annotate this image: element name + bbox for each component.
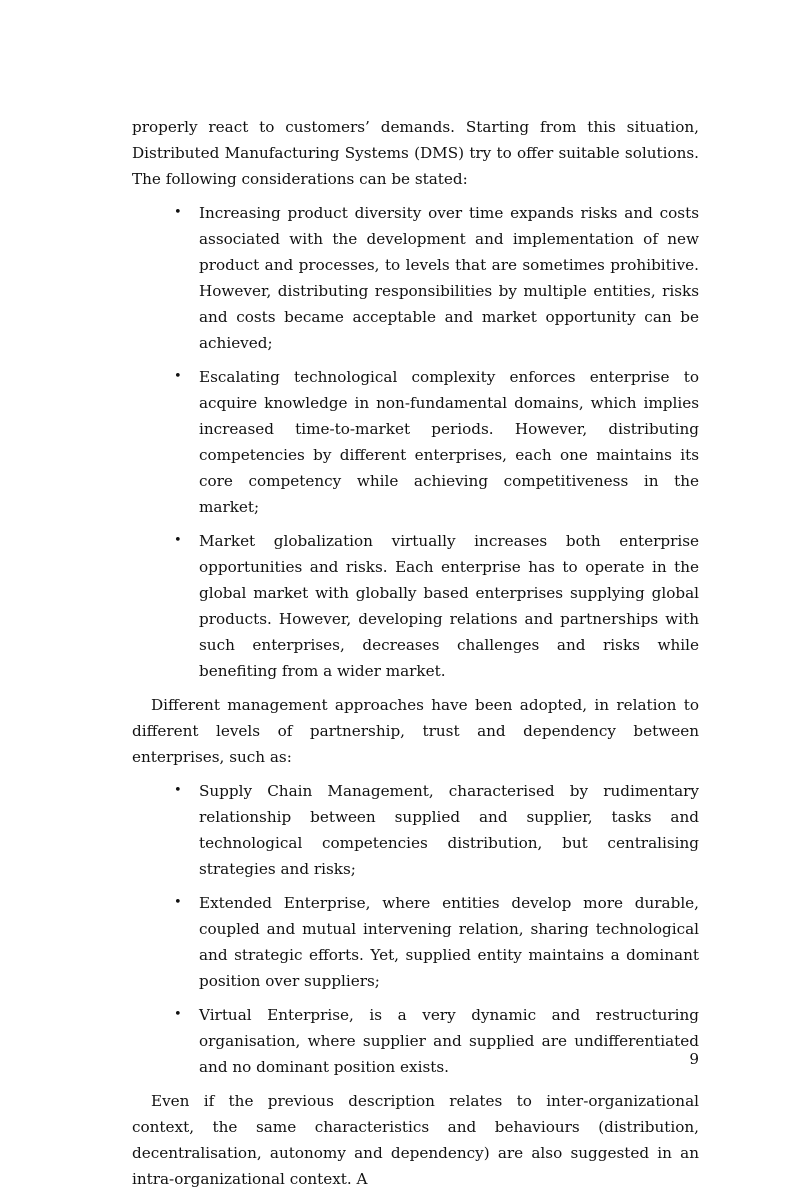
bullet-icon: • xyxy=(174,369,182,384)
list-item-text: Market globalization virtually increases both enterprise opportunities and risks. Each enterprise has to operate in the global market with globally based enterprises supplying global products. However, developing relations and partnerships with such enterprises, decreases challenges and risks while benefiting from a wider market. xyxy=(199,532,699,680)
list-item xyxy=(174,890,699,994)
bullet-icon: • xyxy=(174,783,182,798)
closing-paragraph: Even if the previous description relates to inter-organizational context, the same characteristics and behaviours (distribution, decentralisation, autonomy and dependency) are also suggested in an intra-organizational context. A xyxy=(132,1092,699,1188)
list-item xyxy=(174,528,699,684)
considerations-list xyxy=(132,200,699,684)
list-item xyxy=(174,364,699,520)
bullet-icon: • xyxy=(174,1007,182,1022)
page-number: 9 xyxy=(689,1050,699,1068)
list-item-text: Escalating technological complexity enforces enterprise to acquire knowledge in non-fundamental domains, which implies increased time-to-market periods. However, distributing competencies by different enterprises, each one maintains its core competency while achieving competitiveness in the market; xyxy=(199,368,699,516)
page-body xyxy=(132,114,699,1192)
list-item-text: Extended Enterprise, where entities develop more durable, coupled and mutual intervening relation, sharing technological and strategic efforts. Yet, supplied entity maintains a dominant position over suppliers; xyxy=(199,894,699,990)
list-item xyxy=(174,200,699,356)
list-item xyxy=(174,778,699,882)
list-item-text: Supply Chain Management, characterised by rudimentary relationship between supplied and supplier, tasks and technological competencies distribution, but centralising strategies and risks; xyxy=(199,782,699,878)
list-item xyxy=(174,1002,699,1080)
bullet-icon: • xyxy=(174,533,182,548)
bullet-icon: • xyxy=(174,205,182,220)
bullet-icon: • xyxy=(174,895,182,910)
approaches-list xyxy=(132,778,699,1080)
list-item-text: Virtual Enterprise, is a very dynamic and restructuring organisation, where supplier and supplied are undifferentiated and no dominant position exists. xyxy=(199,1006,699,1076)
management-paragraph: Different management approaches have been adopted, in relation to different levels of partnership, trust and dependency between enterprises, such as: xyxy=(132,696,699,766)
list-item-text: Increasing product diversity over time expands risks and costs associated with the development and implementation of new product and processes, to levels that are sometimes prohibitive. However, distributing responsibilities by multiple entities, risks and costs became acceptable and market opportunity can be achieved; xyxy=(199,204,699,352)
intro-paragraph: properly react to customers’ demands. Starting from this situation, Distributed Manufacturing Systems (DMS) try to offer suitable solutions. The following considerations can be stated: xyxy=(132,118,699,188)
